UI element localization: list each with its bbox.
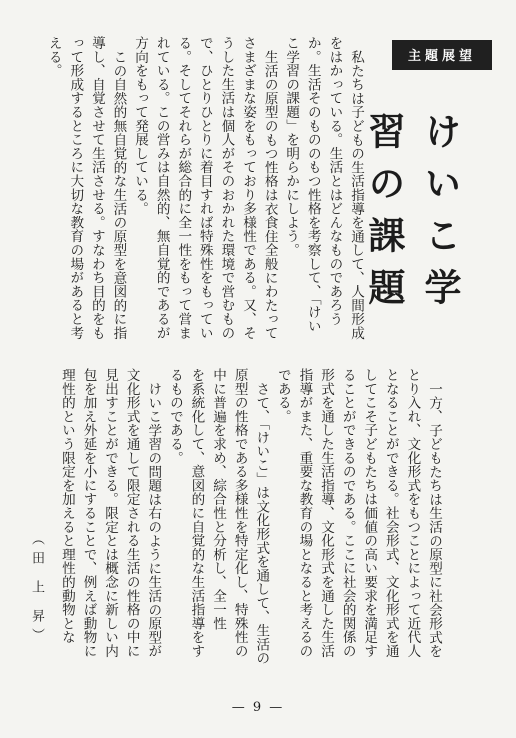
author: （田 上 昇） — [29, 532, 44, 648]
section-badge: 主題展望 — [392, 40, 492, 68]
paragraph: さて、「けいこ」は文化形式を通して、生活の原型の性格である多様性を特定化し、特殊性の中に普遍を求め、綜合性と分析し、全一性 — [210, 368, 270, 665]
article-body-bottom — [54, 368, 444, 668]
paragraph: この自然的無自覚的な生活の原型を意図的に指導し、自覚させて生活させる。すなわち目的をもって形成するところに大切な教育の場があると考える。 — [45, 36, 127, 340]
paragraph: 私たちは子どもの生活指導を通して、人間形成をはかっている。生活とはどんなものであろうか。生活そのもののもつ性格を考察して、「けいこ学習の課題」を明らかにしよう。 — [283, 36, 364, 340]
article-title: けいこ学習の課題 — [362, 112, 462, 320]
paragraph: 一方、子どもたちは生活の原型に社会形式をとり入れ、文化形式をもつことによって近代人となることができる。社会形式、文化形式を通してこそ子どもたちは価値の高い要求を満足することができるのである。ここに社会的関係の形式を通した生活指導、文化形式を通した生活指導がまた、重要な教育の場となると考えるのである。 — [274, 368, 442, 658]
paragraph: けいこ学習の問題は右のように生活の原型が文化形式を通して限定される生活の性格の中に見出すことができる。限定とは概念に新しい内包を加え外延を小にすることで、例えば動物に理性的という限定を加えると理性的動物とな — [58, 368, 162, 658]
paragraph: 生活の原型のもつ性格は衣食住全般にわたってさまざまな姿をもっており多様性である。又、そうした生活は個人がそのおかれた環境で営むもので、ひとりひとりに着目すれば特殊性をもっている。そしてそれらが総合的に全一性をもって営まれている。この営みは自然的、無自覚的であるが方向をもって発展している。 — [132, 36, 278, 340]
page-number: — 9 — — [231, 700, 285, 715]
section-rule — [392, 68, 492, 70]
article-body-top — [36, 36, 366, 341]
paragraph: を系統化して、意図的に自覚的な生活指導をするものである。 — [166, 368, 205, 658]
